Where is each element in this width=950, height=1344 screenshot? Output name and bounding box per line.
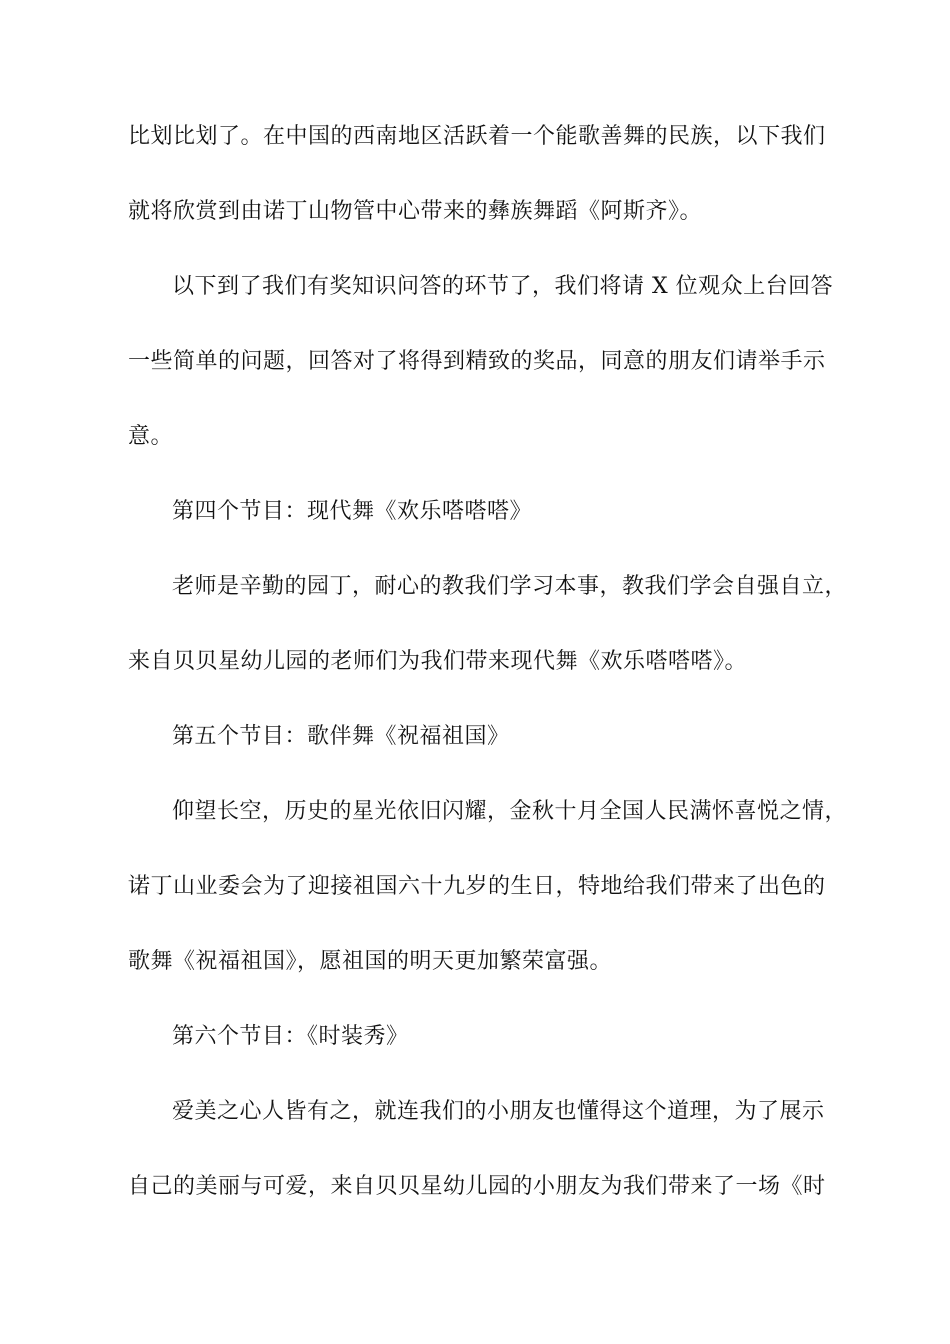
- paragraph-line: 比划比划了。在中国的西南地区活跃着一个能歌善舞的民族，以下我们: [128, 124, 826, 149]
- section-heading: 第四个节目：现代舞《欢乐嗒嗒嗒》: [172, 499, 533, 524]
- section-heading: 第五个节目：歌伴舞《祝福祖国》: [172, 724, 510, 749]
- section-heading: 第六个节目：《时装秀》: [172, 1024, 409, 1049]
- paragraph-line: 就将欣赏到由诺丁山物管中心带来的彝族舞蹈《阿斯齐》。: [128, 199, 703, 224]
- paragraph-line: 老师是辛勤的园丁，耐心的教我们学习本事，教我们学会自强自立，: [172, 574, 848, 599]
- paragraph-line: 爱美之心人皆有之，就连我们的小朋友也懂得这个道理，为了展示: [172, 1099, 825, 1124]
- paragraph-line: 意。: [128, 424, 174, 449]
- paragraph-line: 自己的美丽与可爱，来自贝贝星幼儿园的小朋友为我们带来了一场《时: [128, 1174, 826, 1199]
- paragraph-line: 仰望长空，历史的星光依旧闪耀，金秋十月全国人民满怀喜悦之情，: [172, 799, 848, 824]
- paragraph-line: 一些简单的问题，回答对了将得到精致的奖品，同意的朋友们请举手示: [128, 349, 826, 374]
- paragraph-line: 以下到了我们有奖知识问答的环节了，我们将请 X 位观众上台回答: [172, 274, 834, 299]
- paragraph-line: 来自贝贝星幼儿园的老师们为我们带来现代舞《欢乐嗒嗒嗒》。: [128, 649, 748, 674]
- paragraph-line: 诺丁山业委会为了迎接祖国六十九岁的生日，特地给我们带来了出色的: [128, 874, 826, 899]
- paragraph-line: 歌舞《祝福祖国》，愿祖国的明天更加繁荣富强。: [128, 949, 613, 974]
